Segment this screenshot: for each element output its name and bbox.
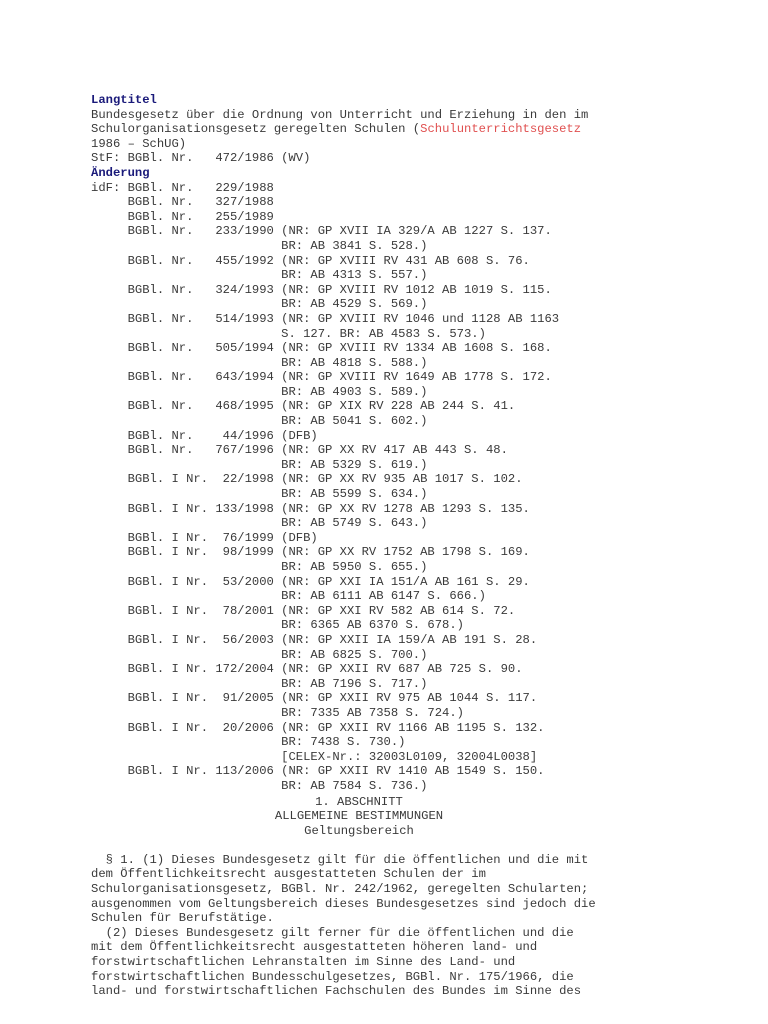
aenderung-line: BGBl. Nr. 455/1992 (NR: GP XVIII RV 431 AB 608 S. 76. bbox=[91, 253, 530, 268]
aenderung-list bbox=[91, 181, 731, 794]
aenderung-line: BGBl. I Nr. 113/2006 (NR: GP XXII RV 1410 AB 1549 S. 150. bbox=[91, 764, 545, 779]
aenderung-line: BGBl. Nr. 643/1994 (NR: GP XVIII RV 1649 AB 1778 S. 172. bbox=[91, 370, 552, 385]
aenderung-line: BR: 7335 AB 7358 S. 724.) bbox=[91, 705, 464, 720]
paragraph-line: § 1. (1) Dieses Bundesgesetz gilt für die öffentlichen und die mit bbox=[91, 852, 589, 867]
langtitel-line-2-text: Schulorganisationsgesetz geregelten Schulen ( bbox=[91, 122, 421, 137]
aenderung-line: BGBl. Nr. 327/1988 bbox=[91, 195, 274, 210]
aenderung-line: BR: AB 5041 S. 602.) bbox=[91, 414, 428, 429]
aenderung-line: BR: AB 4529 S. 569.) bbox=[91, 297, 428, 312]
paragraph-line: land- und forstwirtschaftlichen Fachschulen des Bundes im Sinne des bbox=[91, 984, 582, 999]
paragraph-gap bbox=[91, 838, 731, 853]
aenderung-line: BR: 7438 S. 730.) bbox=[91, 735, 406, 750]
aenderung-line: BR: AB 6111 AB 6147 S. 666.) bbox=[91, 589, 486, 604]
aenderung-line: BR: AB 4903 S. 589.) bbox=[91, 384, 428, 399]
aenderung-line: BGBl. Nr. 324/1993 (NR: GP XVIII RV 1012 AB 1019 S. 115. bbox=[91, 282, 552, 297]
aenderung-line: BGBl. I Nr. 20/2006 (NR: GP XXII RV 1166 AB 1195 S. 132. bbox=[91, 720, 545, 735]
paragraph-body bbox=[91, 853, 731, 999]
aenderung-line: BR: AB 7196 S. 717.) bbox=[91, 676, 428, 691]
aenderung-line: BR: 6365 AB 6370 S. 678.) bbox=[91, 618, 464, 633]
aenderung-line: BGBl. I Nr. 76/1999 (DFB) bbox=[91, 530, 318, 545]
schulunterrichtsgesetz-link[interactable]: Schulunterrichtsgesetz bbox=[420, 122, 582, 137]
aenderung-line: BGBl. I Nr. 56/2003 (NR: GP XXII IA 159/A AB 191 S. 28. bbox=[91, 632, 538, 647]
aenderung-line: BR: AB 5599 S. 634.) bbox=[91, 487, 428, 502]
aenderung-line: BGBl. Nr. 468/1995 (NR: GP XIX RV 228 AB 244 S. 41. bbox=[91, 399, 516, 414]
aenderung-line: BGBl. I Nr. 172/2004 (NR: GP XXII RV 687 AB 725 S. 90. bbox=[91, 662, 523, 677]
aenderung-line: BGBl. I Nr. 78/2001 (NR: GP XXI RV 582 AB 614 S. 72. bbox=[91, 603, 516, 618]
aenderung-line: BR: AB 5329 S. 619.) bbox=[91, 457, 428, 472]
law-document bbox=[91, 93, 731, 999]
aenderung-line: BR: AB 4818 S. 588.) bbox=[91, 355, 428, 370]
aenderung-line: BGBl. Nr. 505/1994 (NR: GP XVIII RV 1334 AB 1608 S. 168. bbox=[91, 341, 552, 356]
aenderung-heading: Änderung bbox=[91, 165, 150, 180]
aenderung-line: [CELEX-Nr.: 32003L0109, 32004L0038] bbox=[91, 749, 538, 764]
paragraph-line: ausgenommen vom Geltungsbereich dieses Bundesgesetzes sind jedoch die bbox=[91, 896, 596, 911]
aenderung-line: BGBl. I Nr. 22/1998 (NR: GP XX RV 935 AB 1017 S. 102. bbox=[91, 472, 523, 487]
aenderung-line: BGBl. Nr. 514/1993 (NR: GP XVIII RV 1046 und 1128 AB 1163 bbox=[91, 311, 560, 326]
section-title: ALLGEMEINE BESTIMMUNGEN bbox=[274, 809, 444, 824]
section-number: 1. ABSCHNITT bbox=[315, 794, 403, 809]
paragraph-line: (2) Dieses Bundesgesetz gilt ferner für die öffentlichen und die bbox=[91, 925, 574, 940]
paragraph-line: forstwirtschaftlichen Lehranstalten im Sinne des Land- und bbox=[91, 955, 516, 970]
paragraph-line: forstwirtschaftlichen Bundesschulgesetzes, BGBl. Nr. 175/1966, die bbox=[91, 969, 574, 984]
stammfassung-line: StF: BGBl. Nr. 472/1986 (WV) bbox=[91, 151, 311, 166]
aenderung-line: BR: AB 4313 S. 557.) bbox=[91, 268, 428, 283]
aenderung-line: BR: AB 7584 S. 736.) bbox=[91, 778, 428, 793]
aenderung-line: BGBl. Nr. 44/1996 (DFB) bbox=[91, 428, 318, 443]
paragraph-line: dem Öffentlichkeitsrecht ausgestatteten Schulen der im bbox=[91, 867, 486, 882]
aenderung-line: BGBl. I Nr. 53/2000 (NR: GP XXI IA 151/A AB 161 S. 29. bbox=[91, 574, 530, 589]
langtitel-line-2 bbox=[91, 122, 731, 137]
langtitel-line-1: Bundesgesetz über die Ordnung von Unterricht und Erziehung in den im bbox=[91, 107, 589, 122]
langtitel-heading: Langtitel bbox=[91, 93, 157, 107]
aenderung-line: BR: AB 3841 S. 528.) bbox=[91, 238, 428, 253]
langtitel-line-3: 1986 – SchUG) bbox=[91, 136, 187, 151]
paragraph-line: mit dem Öffentlichkeitsrecht ausgestatteten höheren land- und bbox=[91, 940, 538, 955]
aenderung-line: BGBl. Nr. 255/1989 bbox=[91, 209, 274, 224]
aenderung-line: BR: AB 5950 S. 655.) bbox=[91, 560, 428, 574]
aenderung-line: BR: AB 6825 S. 700.) bbox=[91, 647, 428, 662]
aenderung-line: BGBl. Nr. 767/1996 (NR: GP XX RV 417 AB 443 S. 48. bbox=[91, 443, 508, 458]
aenderung-line: BGBl. I Nr. 133/1998 (NR: GP XX RV 1278 AB 1293 S. 135. bbox=[91, 501, 530, 516]
aenderung-line: idF: BGBl. Nr. 229/1988 bbox=[91, 180, 274, 195]
aenderung-line: BGBl. I Nr. 98/1999 (NR: GP XX RV 1752 AB 1798 S. 169. bbox=[91, 545, 530, 560]
aenderung-line: BR: AB 5749 S. 643.) bbox=[91, 516, 428, 531]
aenderung-line: BGBl. I Nr. 91/2005 (NR: GP XXII RV 975 AB 1044 S. 117. bbox=[91, 691, 538, 706]
paragraph-line: Schulen für Berufstätige. bbox=[91, 911, 274, 926]
section-subtitle: Geltungsbereich bbox=[304, 823, 414, 838]
paragraph-line: Schulorganisationsgesetz, BGBl. Nr. 242/1962, geregelten Schularten; bbox=[91, 882, 589, 897]
aenderung-line: S. 127. BR: AB 4583 S. 573.) bbox=[91, 326, 486, 341]
aenderung-line: BGBl. Nr. 233/1990 (NR: GP XVII IA 329/A AB 1227 S. 137. bbox=[91, 224, 552, 239]
